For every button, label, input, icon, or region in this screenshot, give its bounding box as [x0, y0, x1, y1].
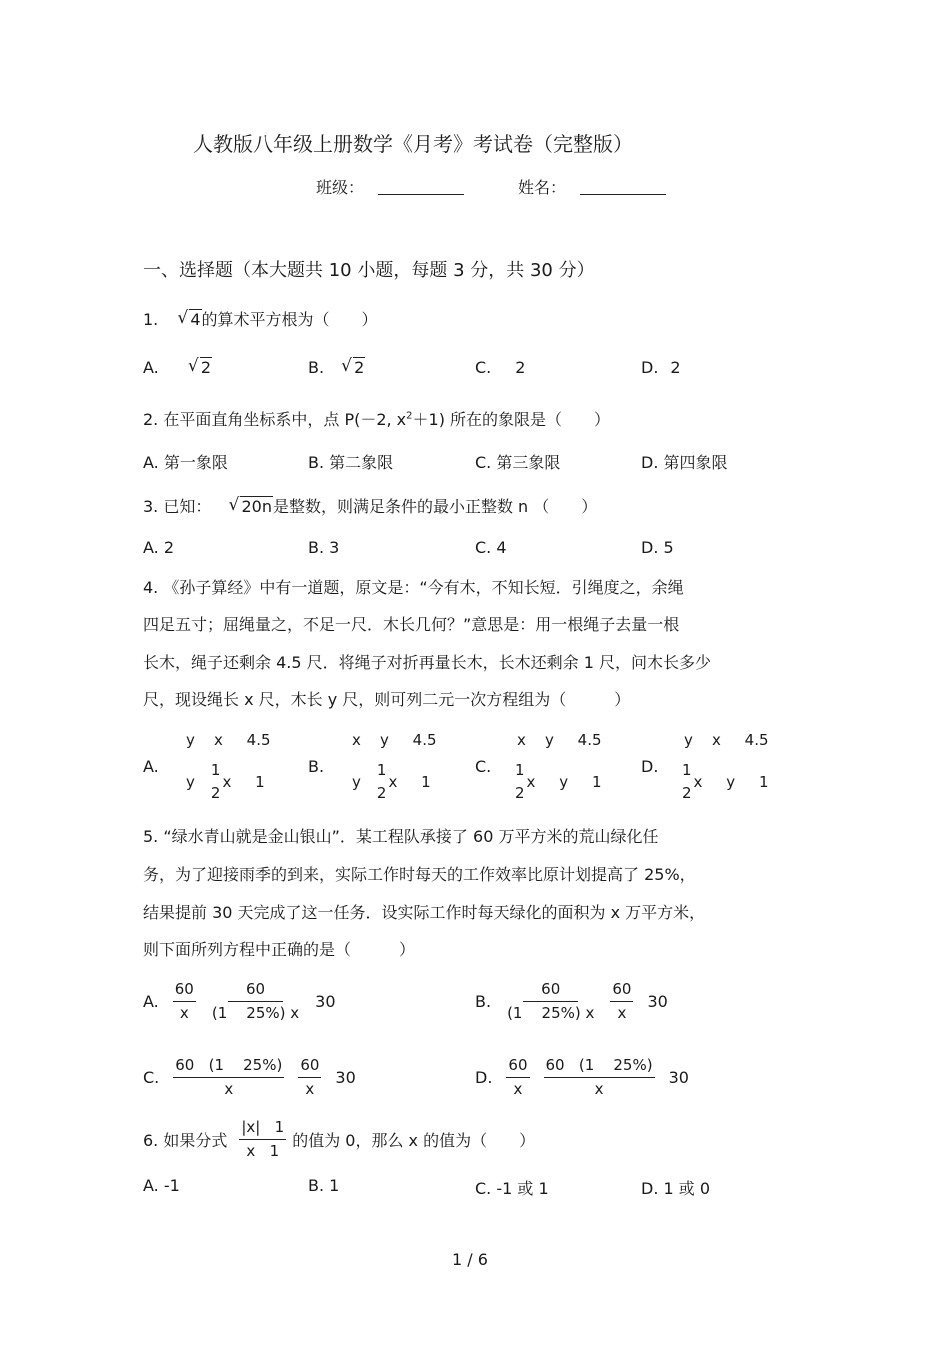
radicand: 4 — [190, 310, 201, 329]
numerator: 60 — [506, 1056, 529, 1078]
numerator: 60 — [610, 980, 633, 1002]
rhs-value: 30 — [668, 1067, 689, 1087]
numerator: 60 — [173, 980, 196, 1002]
denominator: 2 — [210, 783, 221, 802]
question-1 — [143, 307, 378, 330]
option-label: D. — [641, 358, 659, 377]
q5-option-d — [475, 1056, 689, 1099]
question-5-line-4: 则下面所列方程中正确的是（ ） — [143, 940, 416, 959]
denominator: x — [305, 1079, 315, 1098]
question-text: 2. 在平面直角坐标系中，点 P(－2, x — [143, 410, 407, 429]
option-label: A. — [143, 358, 159, 377]
q5-option-b — [475, 980, 668, 1023]
question-text: 3. 已知： — [143, 497, 212, 516]
variable: y — [352, 772, 361, 791]
q5-option-c — [143, 1056, 356, 1099]
option-label: C. — [475, 358, 492, 377]
denominator: x — [513, 1079, 523, 1098]
option-value: 2 — [515, 358, 526, 377]
fraction — [506, 1056, 529, 1099]
q4-option-c-eq2 — [513, 761, 602, 803]
q4-option-c-eq1: x y 4.5 — [517, 731, 602, 749]
denominator: x 1 — [246, 1141, 280, 1160]
q4-option-b-eq2 — [352, 761, 431, 803]
question-3 — [143, 494, 597, 517]
fraction — [173, 980, 196, 1023]
fraction — [544, 1056, 655, 1099]
q3-option-b: B. 3 — [308, 538, 340, 557]
q2-option-d: D. 第四象限 — [641, 453, 728, 472]
question-5-line-2: 务，为了迎接雨季的到来，实际工作时每天的工作效率比原计划提高了 25%， — [143, 865, 696, 884]
option-value: 2 — [670, 358, 681, 377]
numerator: 60 — [298, 1056, 321, 1078]
question-text: 是整数，则满足条件的最小正整数 n （ ） — [272, 497, 598, 516]
q4-option-d-eq1: y x 4.5 — [684, 731, 769, 749]
question-5-line-1: 5. “绿水青山就是金山银山”．某工程队承接了 60 万平方米的荒山绿化任 — [143, 827, 659, 846]
sqrt-expression: √ 20n — [228, 495, 272, 516]
q4-option-b-label: B. — [308, 757, 325, 776]
question-5-line-3: 结果提前 30 天完成了这一任务．设实际工作时每天绿化的面积为 x 万平方米， — [143, 903, 706, 922]
question-text: ＋1) 所在的象限是（ ） — [412, 410, 611, 429]
page-title: 人教版八年级上册数学《月考》考试卷（完整版） — [193, 132, 633, 156]
q1-option-c — [475, 358, 525, 377]
fraction — [209, 761, 223, 803]
q1-option-a — [143, 358, 212, 377]
numerator: 60 (1 25%) — [544, 1056, 655, 1078]
q4-option-d-label: D. — [641, 757, 659, 776]
numerator: 60 (1 25%) — [173, 1056, 284, 1078]
denominator: x — [594, 1079, 604, 1098]
question-text: 的算术平方根为（ ） — [201, 310, 378, 329]
numerator: 1 — [682, 761, 692, 779]
question-4-line-1: 4. 《孙子算经》中有一道题，原文是：“今有木，不知长短．引绳度之，余绳 — [143, 578, 684, 597]
fraction — [173, 1056, 284, 1099]
rhs-value: 30 — [647, 991, 668, 1011]
rhs-value: 30 — [315, 991, 336, 1011]
variable: y — [186, 772, 195, 791]
expression: x y 1 — [693, 772, 769, 791]
name-field — [518, 175, 666, 198]
q4-option-b-eq1: x y 4.5 — [352, 731, 437, 749]
name-blank — [580, 178, 666, 195]
denominator: 2 — [515, 783, 525, 802]
radicand: 20n — [241, 497, 272, 516]
denominator: x — [179, 1003, 189, 1022]
class-label: 班级： — [316, 178, 365, 197]
q4-option-a-eq2 — [186, 761, 265, 803]
question-2 — [143, 407, 610, 430]
option-label: A. — [143, 991, 159, 1011]
question-text: 的值为 0，那么 x 的值为（ ） — [292, 1130, 536, 1150]
fraction — [375, 761, 389, 803]
rhs-value: 30 — [335, 1067, 356, 1087]
denominator: x — [617, 1003, 627, 1022]
q2-option-a: A. 第一象限 — [143, 453, 228, 472]
question-number: 1. — [143, 310, 159, 329]
q5-option-a — [143, 980, 336, 1023]
sqrt-expression: √ 2 — [341, 356, 365, 377]
name-label: 姓名： — [518, 178, 567, 197]
option-label: C. — [143, 1067, 160, 1087]
fraction — [239, 1118, 286, 1161]
denominator: 2 — [682, 783, 692, 802]
q4-option-d-eq2 — [680, 761, 769, 803]
expression: x y 1 — [526, 772, 602, 791]
q4-option-a-label: A. — [143, 757, 159, 776]
numerator: 1 — [210, 761, 221, 779]
radicand: 2 — [354, 358, 365, 377]
q4-option-a-eq1: y x 4.5 — [186, 731, 271, 749]
question-4-line-3: 长木，绳子还剩余 4.5 尺．将绳子对折再量长木，长木还剩余 1 尺，问木长多少 — [143, 653, 711, 672]
sqrt-expression: √ 2 — [187, 356, 212, 377]
numerator: |x| 1 — [239, 1118, 286, 1140]
denominator: 2 — [376, 783, 387, 802]
q6-option-c: C. -1 或 1 — [475, 1179, 549, 1198]
class-field — [316, 175, 464, 198]
numerator: 1 — [376, 761, 387, 779]
numerator: 60 — [523, 980, 578, 1002]
fraction — [610, 980, 633, 1023]
denominator: (1 25%) x — [507, 1003, 595, 1022]
q3-option-a: A. 2 — [143, 538, 175, 557]
q3-option-c: C. 4 — [475, 538, 507, 557]
section-heading: 一、选择题（本大题共 10 小题，每题 3 分，共 30 分） — [143, 260, 595, 281]
fraction — [505, 980, 596, 1023]
expression: x 1 — [222, 772, 265, 791]
option-label: B. — [308, 358, 325, 377]
q6-option-a: A. -1 — [143, 1176, 180, 1195]
fraction — [680, 761, 694, 803]
q2-option-c: C. 第三象限 — [475, 453, 561, 472]
denominator: x — [224, 1079, 234, 1098]
sqrt-expression: √ 4 — [177, 308, 201, 329]
q6-option-d: D. 1 或 0 — [641, 1179, 711, 1198]
radicand: 2 — [200, 358, 212, 377]
fraction — [298, 1056, 321, 1099]
q6-option-b: B. 1 — [308, 1176, 340, 1195]
question-text: 6. 如果分式 — [143, 1130, 228, 1150]
superscript: 2 — [406, 410, 413, 422]
q4-option-c-label: C. — [475, 757, 492, 776]
class-blank — [378, 178, 464, 195]
numerator: 1 — [515, 761, 525, 779]
denominator: (1 25%) x — [211, 1003, 300, 1022]
fraction — [210, 980, 301, 1023]
question-4-line-4: 尺，现设绳长 x 尺，木长 y 尺，则可列二元一次方程组为（ ） — [143, 690, 631, 709]
expression: x 1 — [388, 772, 431, 791]
numerator: 60 — [228, 980, 283, 1002]
question-6 — [143, 1118, 535, 1161]
q1-option-d — [641, 358, 681, 377]
q2-option-b: B. 第二象限 — [308, 453, 394, 472]
option-label: B. — [475, 991, 492, 1011]
question-4-line-2: 四足五寸；屈绳量之，不足一尺．木长几何？”意思是：用一根绳子去量一根 — [143, 615, 680, 634]
q3-option-d: D. 5 — [641, 538, 674, 557]
page-number: 1 / 6 — [452, 1250, 488, 1269]
fraction — [513, 761, 527, 803]
q1-option-b — [308, 358, 365, 377]
option-label: D. — [475, 1067, 493, 1087]
